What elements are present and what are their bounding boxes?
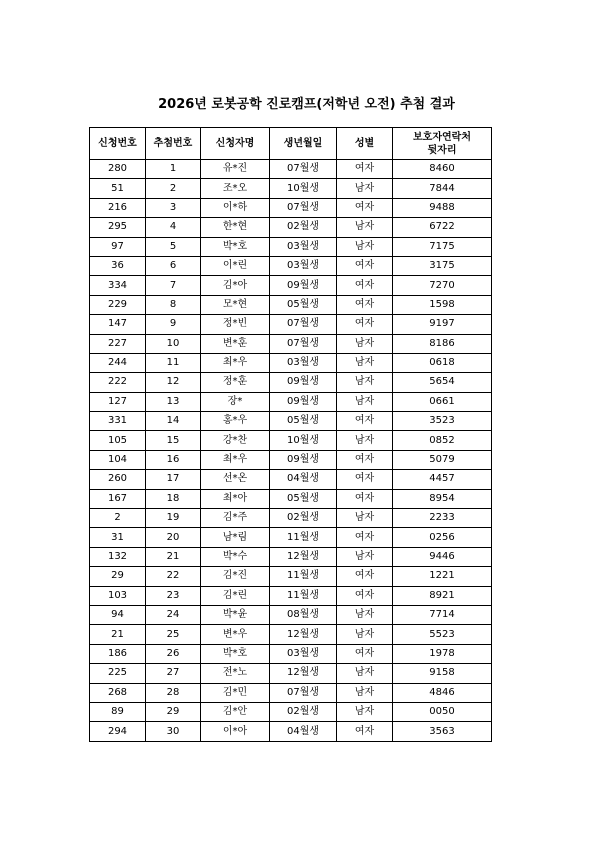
page-title: 2026년 로봇공학 진로캠프(저학년 오전) 추첨 결과: [158, 97, 455, 112]
cell-birth-month: 12월생: [270, 625, 337, 644]
cell-name: 한*현: [201, 218, 270, 237]
cell-contact: 9488: [393, 198, 492, 217]
cell-birth-month: 07월생: [270, 334, 337, 353]
cell-gender: 남자: [337, 547, 393, 566]
table-row: [90, 547, 492, 566]
cell-gender: 남자: [337, 431, 393, 450]
table-row: [90, 295, 492, 314]
table-row: [90, 431, 492, 450]
cell-draw-no: 22: [146, 567, 201, 586]
cell-name: 김*민: [201, 683, 270, 702]
cell-gender: 여자: [337, 256, 393, 275]
table-row: [90, 509, 492, 528]
cell-app-no: 280: [90, 160, 146, 179]
cell-app-no: 268: [90, 683, 146, 702]
table-row: [90, 373, 492, 392]
cell-app-no: 294: [90, 722, 146, 741]
cell-contact: 7844: [393, 179, 492, 198]
cell-gender: 여자: [337, 644, 393, 663]
cell-contact: 7270: [393, 276, 492, 295]
cell-birth-month: 11월생: [270, 586, 337, 605]
cell-gender: 남자: [337, 373, 393, 392]
cell-app-no: 36: [90, 256, 146, 275]
cell-gender: 여자: [337, 315, 393, 334]
cell-name: 정*빈: [201, 315, 270, 334]
table-row: [90, 702, 492, 721]
table-row: [90, 392, 492, 411]
cell-birth-month: 07월생: [270, 160, 337, 179]
cell-app-no: 225: [90, 664, 146, 683]
cell-draw-no: 30: [146, 722, 201, 741]
cell-gender: 여자: [337, 586, 393, 605]
cell-draw-no: 13: [146, 392, 201, 411]
cell-draw-no: 21: [146, 547, 201, 566]
cell-app-no: 132: [90, 547, 146, 566]
cell-draw-no: 15: [146, 431, 201, 450]
cell-contact: 8186: [393, 334, 492, 353]
cell-app-no: 244: [90, 353, 146, 372]
cell-app-no: 103: [90, 586, 146, 605]
table-body: [90, 160, 492, 742]
cell-birth-month: 09월생: [270, 450, 337, 469]
cell-birth-month: 12월생: [270, 664, 337, 683]
cell-app-no: 94: [90, 605, 146, 624]
cell-birth-month: 07월생: [270, 198, 337, 217]
table-row: [90, 450, 492, 469]
cell-gender: 여자: [337, 489, 393, 508]
cell-draw-no: 19: [146, 509, 201, 528]
cell-birth-month: 02월생: [270, 218, 337, 237]
cell-gender: 여자: [337, 470, 393, 489]
cell-contact: 6722: [393, 218, 492, 237]
cell-gender: 남자: [337, 179, 393, 198]
cell-contact: 7714: [393, 605, 492, 624]
cell-name: 장*: [201, 392, 270, 411]
header-contact: 보호자연락처 뒷자리: [393, 128, 492, 160]
cell-name: 남*림: [201, 528, 270, 547]
cell-birth-month: 07월생: [270, 683, 337, 702]
cell-birth-month: 03월생: [270, 256, 337, 275]
cell-birth-month: 11월생: [270, 528, 337, 547]
cell-gender: 남자: [337, 334, 393, 353]
cell-birth-month: 09월생: [270, 276, 337, 295]
table-row: [90, 644, 492, 663]
cell-contact: 1221: [393, 567, 492, 586]
cell-birth-month: 03월생: [270, 644, 337, 663]
header-birth-month: 생년월일: [270, 128, 337, 160]
cell-contact: 0618: [393, 353, 492, 372]
cell-app-no: 227: [90, 334, 146, 353]
cell-draw-no: 8: [146, 295, 201, 314]
cell-birth-month: 05월생: [270, 295, 337, 314]
cell-app-no: 186: [90, 644, 146, 663]
cell-contact: 7175: [393, 237, 492, 256]
cell-gender: 남자: [337, 625, 393, 644]
cell-contact: 1978: [393, 644, 492, 663]
table-row: [90, 256, 492, 275]
table-row: [90, 625, 492, 644]
cell-name: 이*린: [201, 256, 270, 275]
cell-app-no: 127: [90, 392, 146, 411]
cell-contact: 3523: [393, 412, 492, 431]
cell-draw-no: 9: [146, 315, 201, 334]
cell-name: 조*오: [201, 179, 270, 198]
cell-name: 김*주: [201, 509, 270, 528]
table-row: [90, 315, 492, 334]
cell-contact: 4846: [393, 683, 492, 702]
table-row: [90, 276, 492, 295]
cell-birth-month: 10월생: [270, 179, 337, 198]
cell-draw-no: 2: [146, 179, 201, 198]
cell-app-no: 295: [90, 218, 146, 237]
cell-gender: 남자: [337, 218, 393, 237]
cell-birth-month: 08월생: [270, 605, 337, 624]
cell-birth-month: 12월생: [270, 547, 337, 566]
cell-birth-month: 03월생: [270, 237, 337, 256]
cell-name: 박*호: [201, 237, 270, 256]
cell-app-no: 105: [90, 431, 146, 450]
cell-name: 박*윤: [201, 605, 270, 624]
cell-gender: 남자: [337, 237, 393, 256]
cell-gender: 여자: [337, 160, 393, 179]
cell-app-no: 216: [90, 198, 146, 217]
cell-name: 최*아: [201, 489, 270, 508]
cell-name: 이*아: [201, 722, 270, 741]
cell-name: 최*우: [201, 353, 270, 372]
cell-gender: 남자: [337, 392, 393, 411]
cell-gender: 남자: [337, 353, 393, 372]
table-row: [90, 605, 492, 624]
cell-app-no: 222: [90, 373, 146, 392]
header-app-no: 신청번호: [90, 128, 146, 160]
table-row: [90, 567, 492, 586]
cell-draw-no: 25: [146, 625, 201, 644]
cell-app-no: 104: [90, 450, 146, 469]
cell-name: 모*현: [201, 295, 270, 314]
cell-draw-no: 14: [146, 412, 201, 431]
cell-gender: 남자: [337, 509, 393, 528]
table-row: [90, 470, 492, 489]
cell-birth-month: 04월생: [270, 722, 337, 741]
cell-contact: 4457: [393, 470, 492, 489]
cell-name: 김*진: [201, 567, 270, 586]
cell-birth-month: 09월생: [270, 373, 337, 392]
cell-draw-no: 3: [146, 198, 201, 217]
cell-draw-no: 18: [146, 489, 201, 508]
cell-app-no: 334: [90, 276, 146, 295]
table-row: [90, 353, 492, 372]
cell-name: 박*수: [201, 547, 270, 566]
cell-draw-no: 10: [146, 334, 201, 353]
cell-draw-no: 26: [146, 644, 201, 663]
cell-draw-no: 20: [146, 528, 201, 547]
cell-birth-month: 10월생: [270, 431, 337, 450]
cell-birth-month: 04월생: [270, 470, 337, 489]
cell-name: 김*아: [201, 276, 270, 295]
cell-draw-no: 5: [146, 237, 201, 256]
cell-gender: 여자: [337, 276, 393, 295]
cell-contact: 9197: [393, 315, 492, 334]
table-row: [90, 160, 492, 179]
cell-app-no: 229: [90, 295, 146, 314]
cell-gender: 여자: [337, 722, 393, 741]
cell-birth-month: 05월생: [270, 412, 337, 431]
cell-app-no: 97: [90, 237, 146, 256]
table-row: [90, 198, 492, 217]
table-row: [90, 237, 492, 256]
cell-birth-month: 02월생: [270, 702, 337, 721]
cell-contact: 0852: [393, 431, 492, 450]
cell-app-no: 147: [90, 315, 146, 334]
cell-draw-no: 17: [146, 470, 201, 489]
cell-birth-month: 02월생: [270, 509, 337, 528]
table-row: [90, 334, 492, 353]
cell-gender: 여자: [337, 528, 393, 547]
cell-gender: 남자: [337, 605, 393, 624]
cell-draw-no: 4: [146, 218, 201, 237]
table-row: [90, 412, 492, 431]
cell-gender: 여자: [337, 412, 393, 431]
header-gender: 성별: [337, 128, 393, 160]
results-table: [89, 127, 492, 742]
cell-contact: 8921: [393, 586, 492, 605]
table-row: [90, 683, 492, 702]
cell-app-no: 21: [90, 625, 146, 644]
cell-gender: 남자: [337, 683, 393, 702]
cell-name: 변*우: [201, 625, 270, 644]
cell-gender: 여자: [337, 295, 393, 314]
cell-draw-no: 24: [146, 605, 201, 624]
cell-contact: 3175: [393, 256, 492, 275]
cell-gender: 남자: [337, 702, 393, 721]
cell-draw-no: 16: [146, 450, 201, 469]
cell-app-no: 260: [90, 470, 146, 489]
table-row: [90, 586, 492, 605]
cell-name: 정*훈: [201, 373, 270, 392]
cell-contact: 5654: [393, 373, 492, 392]
cell-draw-no: 6: [146, 256, 201, 275]
cell-birth-month: 05월생: [270, 489, 337, 508]
cell-contact: 9446: [393, 547, 492, 566]
cell-name: 유*진: [201, 160, 270, 179]
cell-name: 선*온: [201, 470, 270, 489]
header-name: 신청자명: [201, 128, 270, 160]
cell-birth-month: 11월생: [270, 567, 337, 586]
cell-contact: 2233: [393, 509, 492, 528]
cell-gender: 여자: [337, 567, 393, 586]
table-row: [90, 528, 492, 547]
cell-gender: 여자: [337, 198, 393, 217]
cell-name: 강*찬: [201, 431, 270, 450]
cell-gender: 남자: [337, 664, 393, 683]
cell-draw-no: 28: [146, 683, 201, 702]
cell-contact: 0661: [393, 392, 492, 411]
cell-draw-no: 29: [146, 702, 201, 721]
table-row: [90, 218, 492, 237]
table-header-row: [90, 128, 492, 160]
cell-app-no: 51: [90, 179, 146, 198]
cell-birth-month: 07월생: [270, 315, 337, 334]
cell-contact: 3563: [393, 722, 492, 741]
table-row: [90, 179, 492, 198]
cell-contact: 0050: [393, 702, 492, 721]
cell-gender: 여자: [337, 450, 393, 469]
cell-draw-no: 1: [146, 160, 201, 179]
cell-draw-no: 23: [146, 586, 201, 605]
table-row: [90, 489, 492, 508]
cell-contact: 8460: [393, 160, 492, 179]
cell-name: 변*훈: [201, 334, 270, 353]
cell-birth-month: 09월생: [270, 392, 337, 411]
cell-name: 전*노: [201, 664, 270, 683]
table-row: [90, 722, 492, 741]
cell-app-no: 167: [90, 489, 146, 508]
cell-draw-no: 12: [146, 373, 201, 392]
cell-contact: 8954: [393, 489, 492, 508]
cell-contact: 0256: [393, 528, 492, 547]
cell-app-no: 331: [90, 412, 146, 431]
cell-app-no: 89: [90, 702, 146, 721]
cell-name: 박*호: [201, 644, 270, 663]
cell-contact: 1598: [393, 295, 492, 314]
cell-draw-no: 7: [146, 276, 201, 295]
cell-name: 이*하: [201, 198, 270, 217]
cell-draw-no: 27: [146, 664, 201, 683]
cell-name: 김*린: [201, 586, 270, 605]
cell-contact: 9158: [393, 664, 492, 683]
header-draw-no: 추첨번호: [146, 128, 201, 160]
table-row: [90, 664, 492, 683]
cell-contact: 5079: [393, 450, 492, 469]
cell-app-no: 2: [90, 509, 146, 528]
cell-name: 최*우: [201, 450, 270, 469]
cell-birth-month: 03월생: [270, 353, 337, 372]
cell-name: 김*안: [201, 702, 270, 721]
cell-contact: 5523: [393, 625, 492, 644]
cell-app-no: 29: [90, 567, 146, 586]
cell-app-no: 31: [90, 528, 146, 547]
cell-name: 홍*우: [201, 412, 270, 431]
cell-draw-no: 11: [146, 353, 201, 372]
